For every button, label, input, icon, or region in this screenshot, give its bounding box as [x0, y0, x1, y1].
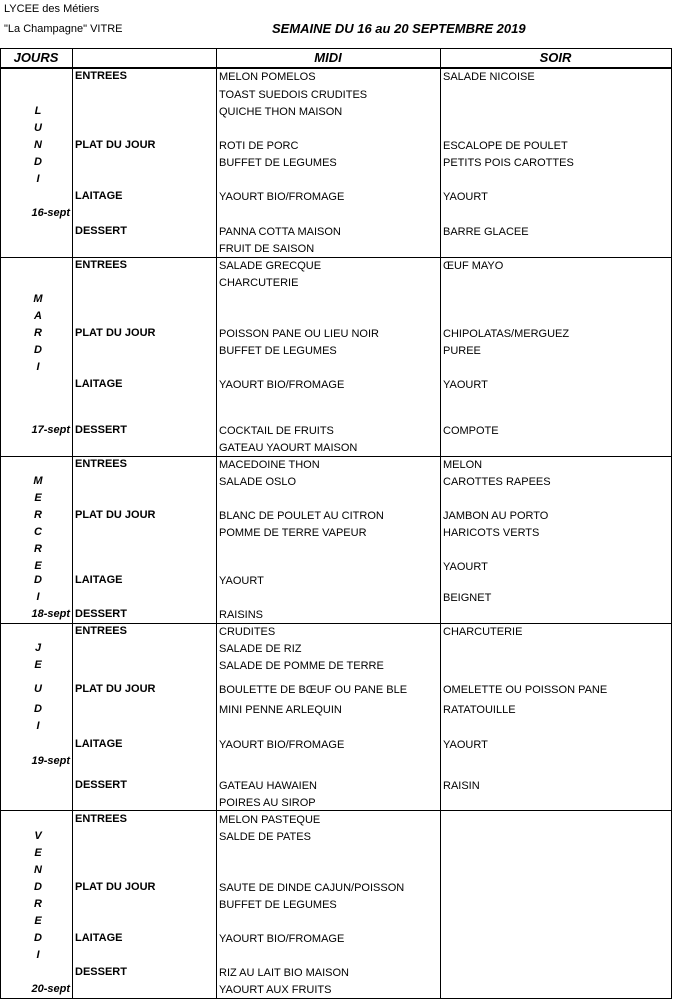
- school-name: LYCEE des Métiers: [4, 3, 100, 15]
- day-letter: E: [34, 560, 42, 572]
- day-letter: I: [36, 720, 40, 732]
- day-letter: L: [34, 105, 42, 117]
- soir-item: HARICOTS VERTS: [443, 527, 540, 539]
- soir-item: MELON: [443, 459, 483, 471]
- category-laitage: LAITAGE: [75, 378, 123, 390]
- midi-item: SALADE DE POMME DE TERRE: [219, 660, 384, 672]
- day-letter: E: [34, 492, 42, 504]
- midi-item: COCKTAIL DE FRUITS: [219, 425, 334, 437]
- day-letter: I: [36, 361, 40, 373]
- soir-item: YAOURT: [443, 191, 488, 203]
- category-plat: PLAT DU JOUR: [75, 683, 156, 695]
- day-letter: M: [33, 475, 43, 487]
- midi-item: MELON POMELOS: [219, 71, 316, 83]
- day-letter: D: [34, 881, 42, 893]
- midi-item: SALDE DE PATES: [219, 831, 311, 843]
- day-letter: E: [34, 847, 42, 859]
- day-letter: M: [33, 293, 43, 305]
- midi-item: BUFFET DE LEGUMES: [219, 345, 337, 357]
- category-entrees: ENTREES: [75, 70, 127, 82]
- category-plat: PLAT DU JOUR: [75, 509, 156, 521]
- day-letter: U: [34, 683, 42, 695]
- midi-item: MACEDOINE THON: [219, 459, 320, 471]
- day-letter: I: [36, 591, 40, 603]
- midi-item: CHARCUTERIE: [219, 277, 299, 289]
- midi-item: YAOURT: [219, 575, 264, 587]
- category-laitage: LAITAGE: [75, 738, 123, 750]
- midi-item: POIRES AU SIROP: [219, 797, 316, 809]
- day-date: 19-sept: [31, 755, 70, 767]
- soir-item: COMPOTE: [443, 425, 499, 437]
- category-laitage: LAITAGE: [75, 574, 123, 586]
- category-entrees: ENTREES: [75, 259, 127, 271]
- soir-item: BARRE GLACEE: [443, 226, 529, 238]
- midi-item: QUICHE THON MAISON: [219, 106, 343, 118]
- midi-item: POISSON PANE OU LIEU NOIR: [219, 328, 379, 340]
- day-letter: J: [34, 642, 42, 654]
- day-letter: I: [36, 949, 40, 961]
- midi-item: FRUIT DE SAISON: [219, 243, 315, 255]
- midi-item: SAUTE DE DINDE CAJUN/POISSON: [219, 882, 405, 894]
- soir-item: YAOURT: [443, 379, 488, 391]
- soir-item: RAISIN: [443, 780, 480, 792]
- day-letter: I: [36, 173, 40, 185]
- day-letter: N: [34, 139, 42, 151]
- day-date: 17-sept: [31, 424, 70, 436]
- soir-item: YAOURT: [443, 739, 488, 751]
- day-letter: R: [34, 509, 42, 521]
- day-date: 16-sept: [31, 207, 70, 219]
- midi-item: BLANC DE POULET AU CITRON: [219, 510, 384, 522]
- soir-item: BEIGNET: [443, 592, 492, 604]
- category-plat: PLAT DU JOUR: [75, 881, 156, 893]
- midi-item: MINI PENNE ARLEQUIN: [219, 704, 342, 716]
- day-letter: E: [34, 915, 42, 927]
- midi-item: YAOURT AUX FRUITS: [219, 984, 332, 996]
- soir-item: SALADE NICOISE: [443, 71, 535, 83]
- day-letter: N: [34, 864, 42, 876]
- week-title: SEMAINE DU 16 au 20 SEPTEMBRE 2019: [272, 21, 526, 36]
- day-letter: D: [34, 932, 42, 944]
- day-letter: C: [34, 526, 42, 538]
- midi-item: TOAST SUEDOIS CRUDITES: [219, 89, 368, 101]
- midi-item: SALADE GRECQUE: [219, 260, 322, 272]
- day-date: 18-sept: [31, 608, 70, 620]
- day-letter: U: [34, 122, 42, 134]
- midi-item: ROTI DE PORC: [219, 140, 299, 152]
- category-dessert: DESSERT: [75, 225, 127, 237]
- soir-item: CHIPOLATAS/MERGUEZ: [443, 328, 570, 340]
- category-laitage: LAITAGE: [75, 190, 123, 202]
- midi-item: SALADE DE RIZ: [219, 643, 302, 655]
- soir-item: ŒUF MAYO: [443, 260, 504, 272]
- soir-item: OMELETTE OU POISSON PANE: [443, 684, 608, 696]
- midi-item: YAOURT BIO/FROMAGE: [219, 379, 345, 391]
- day-letter: R: [34, 327, 42, 339]
- day-letter: A: [34, 310, 42, 322]
- soir-item: RATATOUILLE: [443, 704, 516, 716]
- day-letter: V: [34, 830, 42, 842]
- day-letter: D: [34, 703, 42, 715]
- category-dessert: DESSERT: [75, 424, 127, 436]
- category-plat: PLAT DU JOUR: [75, 139, 156, 151]
- day-letter: E: [34, 659, 42, 671]
- day-letter: D: [34, 156, 42, 168]
- soir-item: JAMBON AU PORTO: [443, 510, 549, 522]
- soir-item: CHARCUTERIE: [443, 626, 523, 638]
- day-letter: R: [34, 898, 42, 910]
- category-entrees: ENTREES: [75, 625, 127, 637]
- category-plat: PLAT DU JOUR: [75, 327, 156, 339]
- midi-item: MELON PASTEQUE: [219, 814, 321, 826]
- midi-item: GATEAU HAWAIEN: [219, 780, 317, 792]
- column-header-soir: SOIR: [539, 50, 572, 65]
- category-laitage: LAITAGE: [75, 932, 123, 944]
- category-entrees: ENTREES: [75, 813, 127, 825]
- column-header-jours: JOURS: [13, 50, 59, 65]
- soir-item: YAOURT: [443, 561, 488, 573]
- soir-item: PUREE: [443, 345, 481, 357]
- soir-item: CAROTTES RAPEES: [443, 476, 551, 488]
- midi-item: PANNA COTTA MAISON: [219, 226, 341, 238]
- midi-item: GATEAU YAOURT MAISON: [219, 442, 358, 454]
- soir-item: PETITS POIS CAROTTES: [443, 157, 574, 169]
- midi-item: POMME DE TERRE VAPEUR: [219, 527, 367, 539]
- midi-item: SALADE OSLO: [219, 476, 297, 488]
- category-entrees: ENTREES: [75, 458, 127, 470]
- category-dessert: DESSERT: [75, 966, 127, 978]
- day-letter: R: [34, 543, 42, 555]
- midi-item: BUFFET DE LEGUMES: [219, 157, 337, 169]
- day-date: 20-sept: [31, 983, 70, 995]
- school-location: "La Champagne" VITRE: [4, 23, 123, 35]
- soir-item: ESCALOPE DE POULET: [443, 140, 568, 152]
- midi-item: YAOURT BIO/FROMAGE: [219, 191, 345, 203]
- midi-item: BUFFET DE LEGUMES: [219, 899, 337, 911]
- category-dessert: DESSERT: [75, 779, 127, 791]
- day-letter: D: [34, 344, 42, 356]
- midi-item: YAOURT BIO/FROMAGE: [219, 739, 345, 751]
- category-dessert: DESSERT: [75, 608, 127, 620]
- midi-item: BOULETTE DE BŒUF OU PANE BLE: [219, 684, 408, 696]
- midi-item: YAOURT BIO/FROMAGE: [219, 933, 345, 945]
- day-letter: D: [34, 574, 42, 586]
- column-header-midi: MIDI: [314, 50, 342, 65]
- midi-item: RAISINS: [219, 609, 264, 621]
- midi-item: RIZ AU LAIT BIO MAISON: [219, 967, 349, 979]
- midi-item: CRUDITES: [219, 626, 276, 638]
